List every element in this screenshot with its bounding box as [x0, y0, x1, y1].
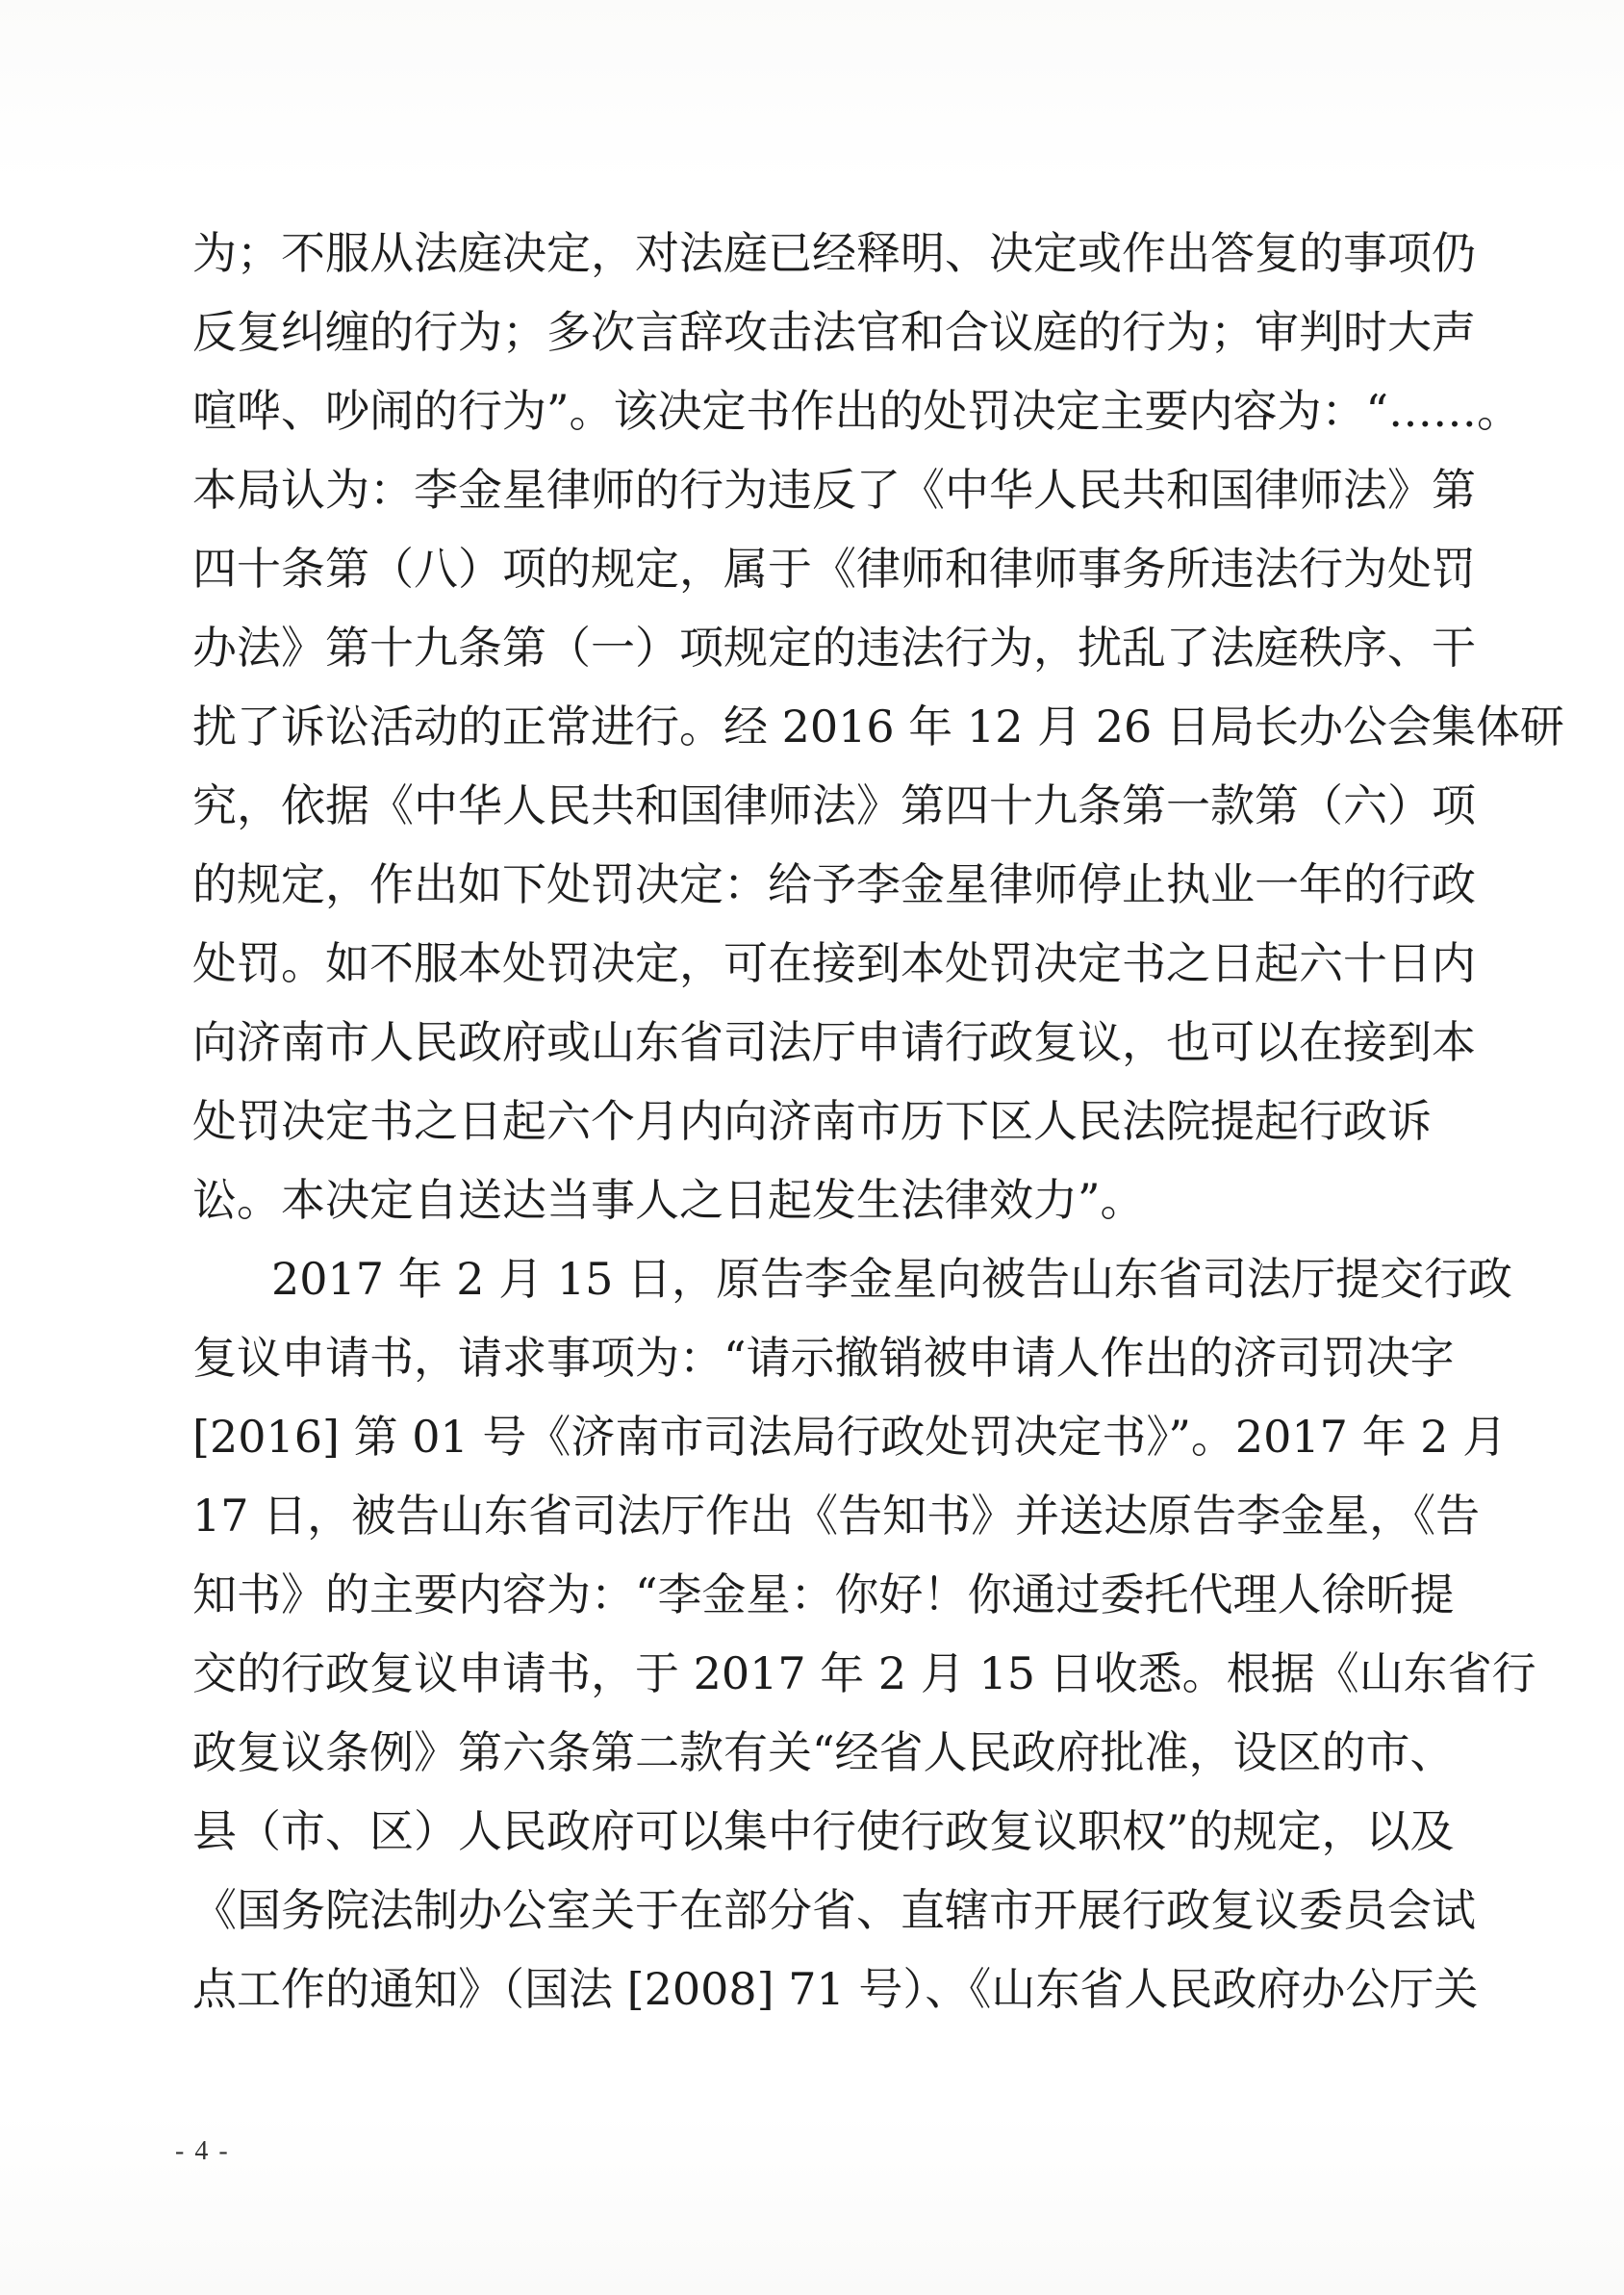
- text-line: 17 日，被告山东省司法厅作出《告知书》并送达原告李金星，《告: [192, 1490, 1481, 1542]
- text-line: 讼。本决定自送达当事人之日起发生法律效力”。: [192, 1174, 1145, 1226]
- text-line: 政复议条例》第六条第二款有关“经省人民政府批准，设区的市、: [192, 1726, 1455, 1778]
- text-line: 处罚决定书之日起六个月内向济南市历下区人民法院提起行政诉: [192, 1095, 1432, 1147]
- text-line: 点工作的通知》（国法 [2008] 71 号）、《山东省人民政府办公厅关: [192, 1963, 1479, 2015]
- text-line: 本局认为：李金星律师的行为违反了《中华人民共和国律师法》第: [192, 464, 1476, 516]
- text-line: 的规定，作出如下处罚决定：给予李金星律师停止执业一年的行政: [192, 858, 1476, 910]
- text-line: 向济南市人民政府或山东省司法厅申请行政复议，也可以在接到本: [192, 1016, 1476, 1068]
- text-line: 知书》的主要内容为：“李金星：你好！你通过委托代理人徐昕提: [192, 1568, 1455, 1620]
- text-line: 县（市、区）人民政府可以集中行使行政复议职权”的规定，以及: [192, 1805, 1455, 1857]
- text-line: 2017 年 2 月 15 日，原告李金星向被告山东省司法厅提交行政: [271, 1253, 1512, 1305]
- text-line: 究，依据《中华人民共和国律师法》第四十九条第一款第（六）项: [192, 779, 1476, 831]
- text-line: 四十条第（八）项的规定，属于《律师和律师事务所违法行为处罚: [192, 543, 1476, 595]
- text-line: 扰了诉讼活动的正常进行。经 2016 年 12 月 26 日局长办公会集体研: [192, 701, 1564, 752]
- paragraph-2: [192, 1239, 1536, 2028]
- text-line: [2016] 第 01 号《济南市司法局行政处罚决定书》”。2017 年 2 月: [192, 1411, 1508, 1463]
- text-line: 为；不服从法庭决定，对法庭已经释明、决定或作出答复的事项仍: [192, 227, 1476, 279]
- text-line: 办法》第十九条第（一）项规定的违法行为，扰乱了法庭秩序、干: [192, 622, 1476, 674]
- text-line: 交的行政复议申请书，于 2017 年 2 月 15 日收悉。根据《山东省行: [192, 1647, 1536, 1699]
- text-line: 反复纠缠的行为；多次言辞攻击法官和合议庭的行为；审判时大声: [192, 306, 1476, 358]
- page-number: - 4 -: [175, 2136, 230, 2166]
- text-line: 复议申请书，请求事项为：“请示撤销被申请人作出的济司罚决字: [192, 1332, 1455, 1384]
- text-line: 处罚。如不服本处罚决定，可在接到本处罚决定书之日起六十日内: [192, 937, 1476, 989]
- document-body: [192, 214, 1564, 2028]
- text-line: 《国务院法制办公室关于在部分省、直辖市开展行政复议委员会试: [192, 1884, 1476, 1936]
- text-line: 喧哗、吵闹的行为”。该决定书作出的处罚决定主要内容为：“……。: [192, 385, 1522, 437]
- paragraph-1: [192, 214, 1564, 1239]
